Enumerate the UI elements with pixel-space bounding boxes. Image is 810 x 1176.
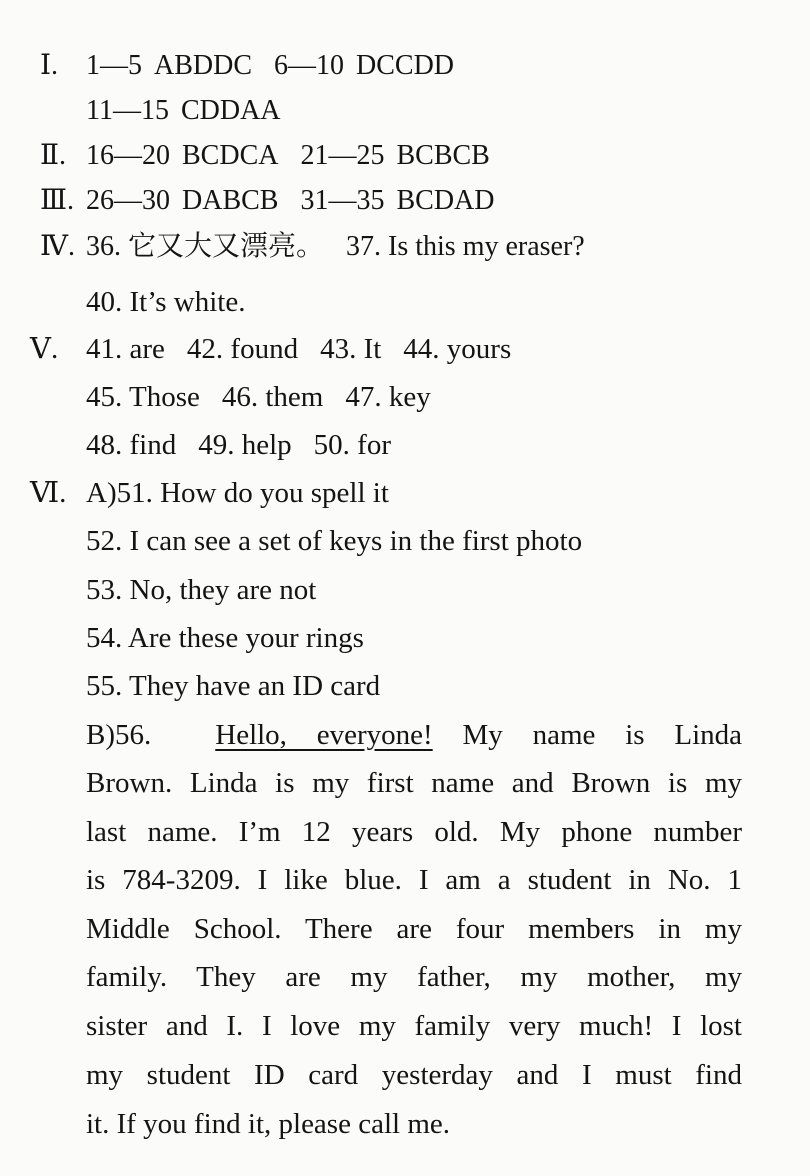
- answers-16-20: BCDCA: [182, 140, 279, 171]
- answer-50: 50. for: [313, 429, 391, 461]
- section-5-line-2: [86, 377, 431, 417]
- part-b-line-1: [86, 715, 742, 755]
- answer-52: 52. I can see a set of keys in the first photo: [86, 525, 583, 557]
- part-b-greeting: Hello, everyone!: [215, 719, 433, 751]
- answer-37: 37. Is this my eraser?: [346, 231, 585, 262]
- range-16-20: 16—20: [86, 140, 170, 171]
- answer-43: 43. It: [320, 333, 382, 365]
- range-1-5: 1—5: [86, 50, 142, 81]
- answer-47: 47. key: [345, 381, 431, 413]
- range-21-25: 21—25: [300, 140, 385, 171]
- part-b-text-2: Brown. Linda is my first name and Brown is my: [86, 767, 742, 799]
- answer-49: 49. help: [198, 429, 292, 461]
- section-6-label: Ⅵ.: [30, 477, 67, 509]
- answers-6-10: DCCDD: [356, 50, 455, 81]
- answer-48: 48. find: [86, 429, 177, 461]
- part-b-text-5: Middle School. There are four members in my: [86, 913, 742, 945]
- part-a-prefix: A): [86, 477, 117, 509]
- answers-1-5: ABDDC: [154, 50, 253, 81]
- range-31-35: 31—35: [300, 185, 385, 216]
- part-b-text-8: my student ID card yesterday and I must find: [86, 1059, 742, 1091]
- answers-31-35: BCDAD: [396, 185, 495, 216]
- answer-51: 51. How do you spell it: [116, 477, 389, 509]
- part-b-text-6: family. They are my father, my mother, my: [86, 961, 742, 993]
- part-b-text-4: is 784-3209. I like blue. I am a student in No. 1: [86, 864, 742, 896]
- section-5-line-3: [86, 425, 391, 465]
- answer-55: 55. They have an ID card: [86, 670, 381, 702]
- part-b-text-9: it. If you find it, please call me.: [86, 1108, 451, 1140]
- section-1-line-1: [40, 46, 454, 86]
- section-6-line-1: [30, 473, 389, 513]
- part-b-text-3: last name. I’m 12 years old. My phone number: [86, 816, 742, 848]
- section-4-label: Ⅳ.: [40, 231, 75, 262]
- section-3-line: [40, 181, 494, 221]
- section-2-line: [40, 136, 490, 176]
- answer-46: 46. them: [221, 381, 324, 413]
- answer-42: 42. found: [186, 333, 299, 365]
- section-3-label: Ⅲ.: [40, 185, 75, 216]
- answers-26-30: DABCB: [182, 185, 279, 216]
- section-5-line-1: [30, 329, 511, 369]
- answer-36: 36. 它又大又漂亮。: [86, 231, 325, 262]
- part-b-prefix: B)56.: [86, 719, 152, 751]
- range-11-15: 11—15: [86, 95, 169, 126]
- range-6-10: 6—10: [274, 50, 345, 81]
- answer-40: 40. It’s white.: [86, 286, 246, 318]
- section-2-label: Ⅱ.: [40, 140, 67, 171]
- section-1-label: Ⅰ.: [40, 50, 59, 81]
- answer-41: 41. are: [86, 333, 165, 365]
- part-b-text-1: My name is Linda: [462, 719, 742, 751]
- section-5-label: Ⅴ.: [30, 333, 59, 365]
- answers-21-25: BCBCB: [396, 140, 490, 171]
- answer-54: 54. Are these your rings: [86, 622, 364, 654]
- answer-45: 45. Those: [86, 381, 200, 413]
- answer-53: 53. No, they are not: [86, 574, 317, 606]
- section-4-line-1: [40, 227, 585, 267]
- range-26-30: 26—30: [86, 185, 170, 216]
- answer-44: 44. yours: [403, 333, 512, 365]
- answers-11-15: CDDAA: [180, 95, 281, 126]
- section-1-line-2: [86, 91, 281, 131]
- part-b-text-7: sister and I. I love my family very much! I lost: [86, 1010, 742, 1042]
